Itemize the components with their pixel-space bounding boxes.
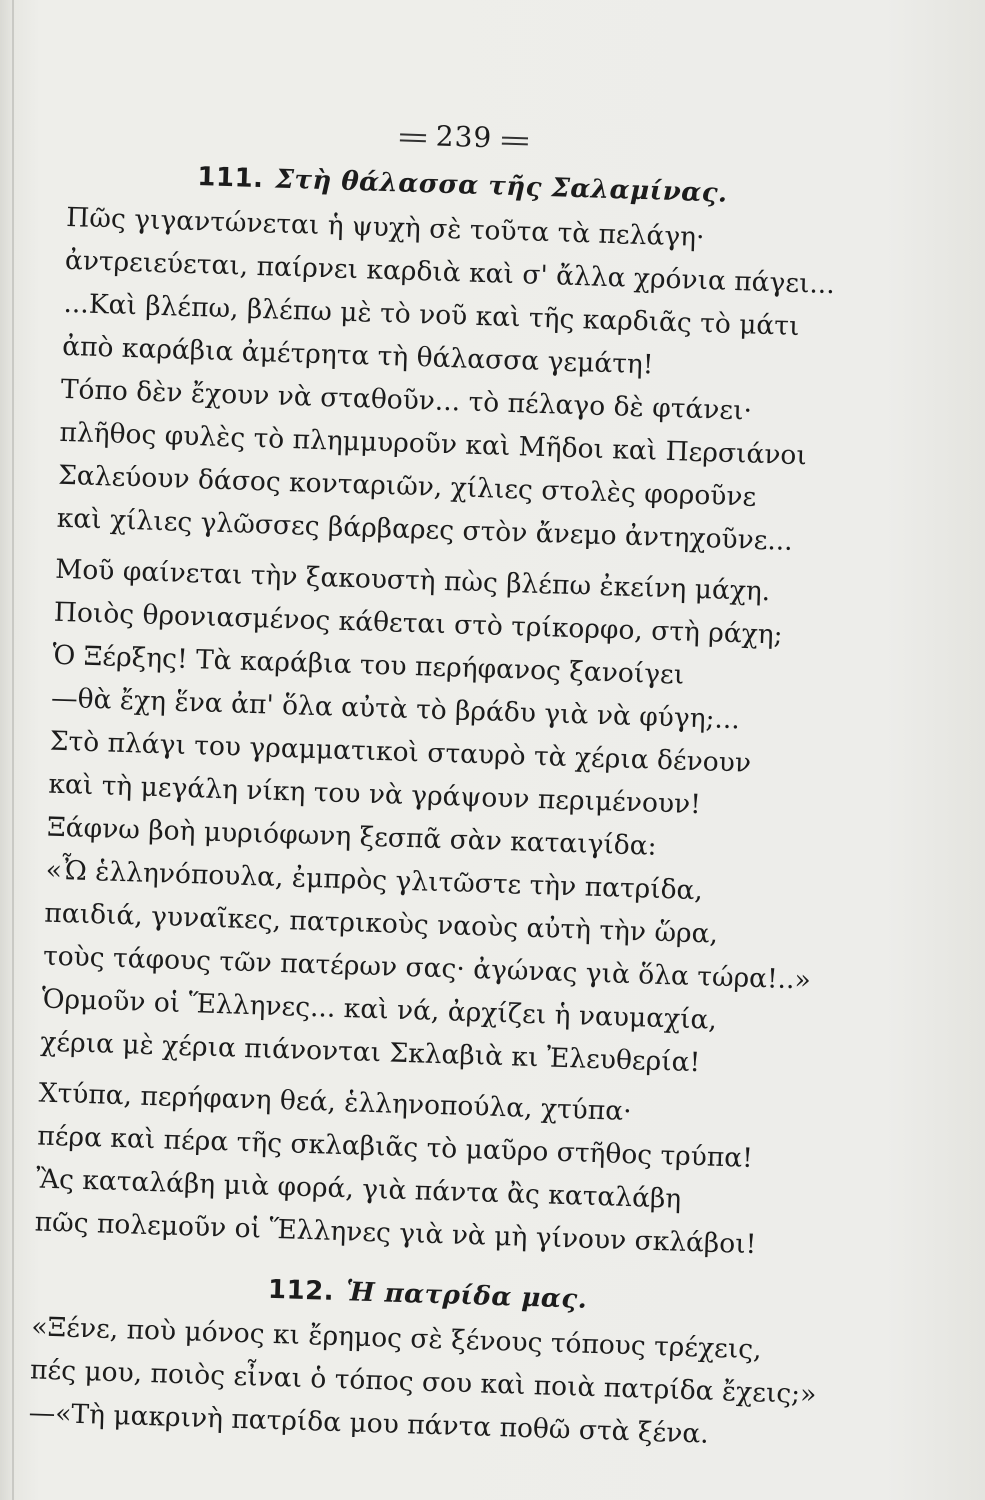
- verse-line: Σαλεύουν δάσος κονταριῶν, χίλιες στολὲς φοροῦνε: [57, 459, 757, 513]
- verse-line: —θὰ ἔχη ἕνα ἀπ' ὅλα αὐτὰ τὸ βράδυ γιὰ νὰ φύγη;...: [50, 682, 741, 736]
- verse-line: —«Τὴ μακρινὴ πατρίδα μου πάντα ποθῶ στὰ ξένα.: [28, 1397, 710, 1450]
- stanza-111-3: [34, 1072, 829, 1269]
- verse-line: ...Καὶ βλέπω, βλέπω μὲ τὸ νοῦ καὶ τῆς καρδιᾶς τὸ μάτι: [63, 287, 800, 343]
- verse-line: Ἂς καταλάβη μιὰ φορά, γιὰ πάντα ἂς καταλάβη: [35, 1163, 682, 1215]
- verse-line: καὶ χίλιες γλῶσσες βάρβαρες στὸν ἄνεμο ἀντηχοῦνε...: [56, 502, 794, 557]
- page-number-right-rule: [502, 136, 528, 145]
- verse-line: παιδιά, γυναῖκες, πατρικοὺς ναοὺς αὐτὴ τὴν ὥρα,: [43, 897, 719, 950]
- poem-number: 111.: [196, 162, 265, 195]
- poem-title: Ἡ πατρίδα μας.: [345, 1277, 588, 1315]
- stanza-111-2: [40, 548, 846, 1089]
- page-content: [28, 100, 860, 1459]
- verse-line: ἀπὸ καράβια ἀμέτρητα τὴ θάλασσα γεμάτη!: [61, 330, 654, 381]
- page-number-value: 239: [435, 119, 493, 155]
- verse-line: Στὸ πλάγι του γραμματικοὶ σταυρὸ τὰ χέρια δένουν: [49, 725, 752, 779]
- page-number-left-rule: [400, 133, 426, 142]
- verse-line: Χτύπα, περήφανη θεά, ἑλληνοπούλα, χτύπα·: [38, 1077, 633, 1128]
- verse-line: ἀντρειεύεται, παίρνει καρδιὰ καὶ σ' ἄλλα χρόνια πάγει...: [64, 244, 836, 301]
- verse-line: Μοῦ φαίνεται τὴν ξακουστὴ πὼς βλέπω ἐκείνη μάχη.: [54, 553, 771, 608]
- verse-line: τοὺς τάφους τῶν πατέρων σας· ἀγώνας γιὰ ὅλα τώρα!..»: [42, 940, 812, 996]
- verse-line: Ποιὸς θρονιασμένος κάθεται στὸ τρίκορφο, στὴ ράχη;: [53, 596, 784, 651]
- verse-line: Ξάφνω βοὴ μυριόφωνη ξεσπᾶ σὰν καταιγίδα:: [46, 811, 658, 862]
- page-gutter: [12, 0, 14, 1500]
- verse-line: «Ξένε, ποὺ μόνος κι ἔρημος σὲ ξένους τόπους τρέχεις,: [30, 1311, 763, 1366]
- verse-line: πλῆθος φυλὲς τὸ πλημμυροῦν καὶ Μῆδοι καὶ Περσιάνοι: [59, 416, 808, 472]
- stanza-112-1: [28, 1305, 822, 1459]
- verse-line: Ὁρμοῦν οἱ Ἕλληνες... καὶ νά, ἀρχίζει ἡ ναυμαχία,: [41, 983, 718, 1036]
- verse-line: Πῶς γιγαντώνεται ἡ ψυχὴ σὲ τοῦτα τὰ πελάγη·: [65, 201, 705, 253]
- verse-line: πέρα καὶ πέρα τῆς σκλαβιᾶς τὸ μαῦρο στῆθος τρύπα!: [36, 1120, 754, 1174]
- stanza-111-1: [56, 196, 856, 565]
- poem-title: Στὴ θάλασσα τῆς Σαλαμίνας.: [275, 164, 729, 209]
- verse-line: χέρια μὲ χέρια πιάνονται Σκλαβιὰ κι Ἐλευθερία!: [39, 1026, 701, 1079]
- verse-line: καὶ τὴ μεγάλη νίκη του νὰ γράψουν περιμένουν!: [48, 768, 702, 821]
- verse-line: πῶς πολεμοῦν οἱ Ἕλληνες γιὰ νὰ μὴ γίνουν σκλάβοι!: [34, 1206, 757, 1261]
- poem-number: 112.: [267, 1274, 335, 1307]
- verse-line: πές μου, ποιὸς εἶναι ὁ τόπος σου καὶ ποιὰ πατρίδα ἔχεις;»: [29, 1354, 817, 1411]
- verse-line: Τόπο δὲν ἔχουν νὰ σταθοῦν... τὸ πέλαγο δὲ φτάνει·: [60, 373, 753, 427]
- verse-line: Ὁ Ξέρξης! Τὰ καράβια του περήφανος ξανοίγει: [52, 639, 685, 691]
- verse-line: «Ὦ ἑλληνόπουλα, ἐμπρὸς γλιτῶστε τὴν πατρίδα,: [45, 854, 704, 907]
